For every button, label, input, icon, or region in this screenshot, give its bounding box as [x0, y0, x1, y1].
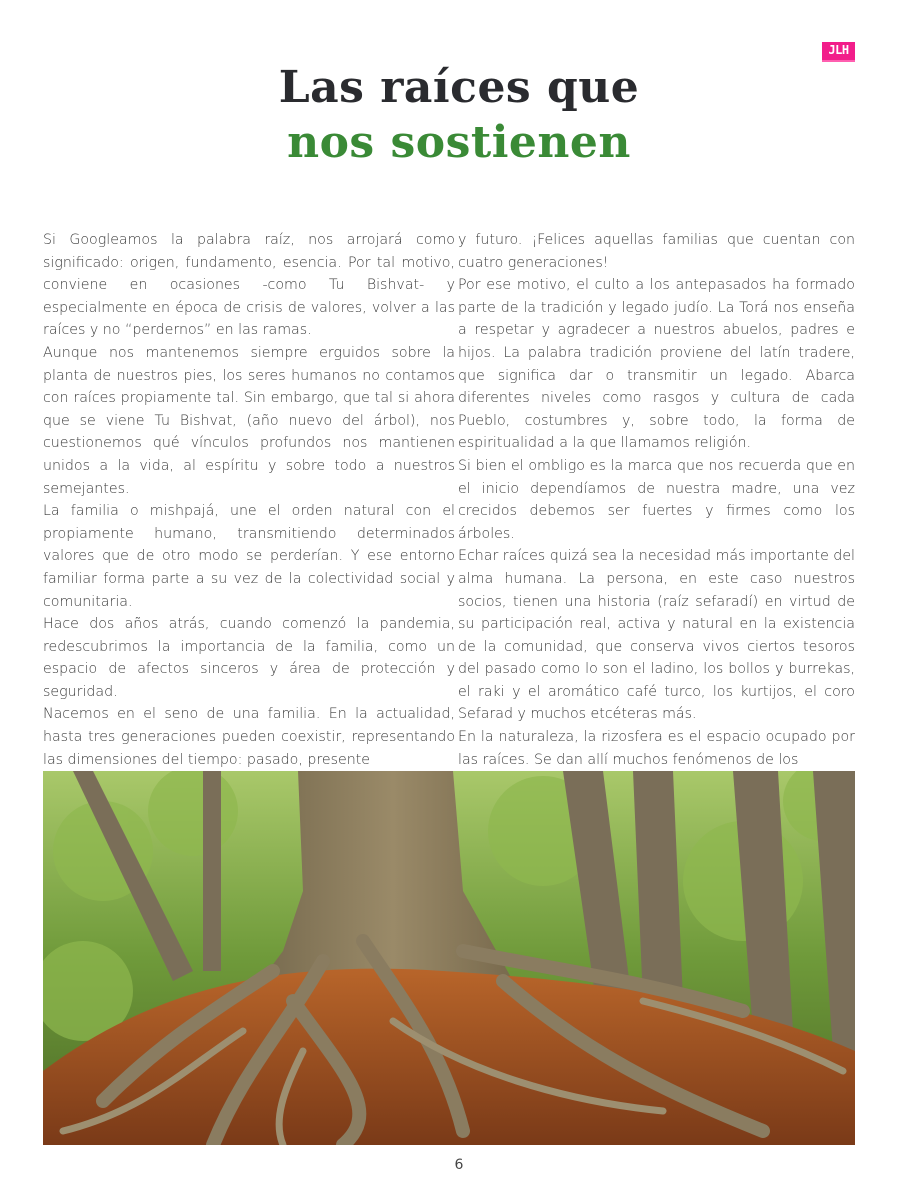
paragraph: Por ese motivo, el culto a los antepasados ha formado parte de la tradición y legado judío. La Torá nos enseña a respetar y agradecer a nuestros abuelos, padres e hijos. La palabra tradición proviene del latín tradere, que significa dar o transmitir un legado. Abarca diferentes niveles como rasgos y cultura de cada Pueblo, costumbres y, sobre todo, la forma de espiritualidad a la que llamamos religión. — [458, 277, 855, 452]
article-column-right — [458, 229, 855, 771]
paragraph: Aunque nos mantenemos siempre erguidos sobre la planta de nuestros pies, los seres humanos no contamos con raíces propiamente tal. Sin embargo, que tal si ahora que se viene Tu Bishvat, (año nuevo del árbol), nos cuestionemos qué vínculos profundos nos mantienen unidos a la vida, al espíritu y sobre todo a nuestros semejantes. — [43, 344, 455, 497]
paragraph: La familia o mishpajá, une el orden natural con el propiamente humano, transmitiendo determinados valores que de otro modo se perderían. Y ese entorno familiar forma parte a su vez de la colectividad social y comunitaria. — [43, 503, 455, 610]
magazine-logo: JLH — [822, 42, 855, 62]
paragraph: En la naturaleza, la rizosfera es el espacio ocupado por las raíces. Se dan allí muchos fenómenos de los — [458, 729, 855, 768]
article-title — [0, 60, 918, 170]
article-column-left — [43, 229, 455, 771]
title-line-1: Las raíces que — [278, 62, 640, 113]
tree-roots-photo — [43, 771, 855, 1145]
tree-roots-illustration — [43, 771, 855, 1145]
title-line-2: nos sostienen — [287, 117, 631, 168]
paragraph: y futuro. ¡Felices aquellas familias que cuentan con cuatro generaciones! — [458, 232, 855, 271]
paragraph: Si Googleamos la palabra raíz, nos arrojará como significado: origen, fundamento, esencia. Por tal motivo, conviene en ocasiones -como Tu Bishvat- y especialmente en época de crisis de valores, volver a las raíces y no “perdernos” en las ramas. — [43, 232, 455, 339]
paragraph: Echar raíces quizá sea la necesidad más importante del alma humana. La persona, en este caso nuestros socios, tienen una historia (raíz sefaradí) en virtud de su participación real, activa y natural en la existencia de la comunidad, que conserva vivos ciertos tesoros del pasado como lo son el ladino, los bollos y burrekas, el raki y el aromático café turco, los kurtijos, el coro Sefarad y muchos etcéteras más. — [458, 548, 855, 723]
paragraph: Si bien el ombligo es la marca que nos recuerda que en el inicio dependíamos de nuestra madre, una vez crecidos debemos ser fuertes y firmes como los árboles. — [458, 457, 855, 542]
paragraph: Nacemos en el seno de una familia. En la actualidad, hasta tres generaciones pueden coexistir, representando las dimensiones del tiempo: pasado, presente — [43, 706, 455, 768]
paragraph: Hace dos años atrás, cuando comenzó la pandemia, redescubrimos la importancia de la familia, como un espacio de afectos sinceros y área de protección y seguridad. — [43, 616, 455, 700]
page-number: 6 — [454, 1157, 464, 1173]
